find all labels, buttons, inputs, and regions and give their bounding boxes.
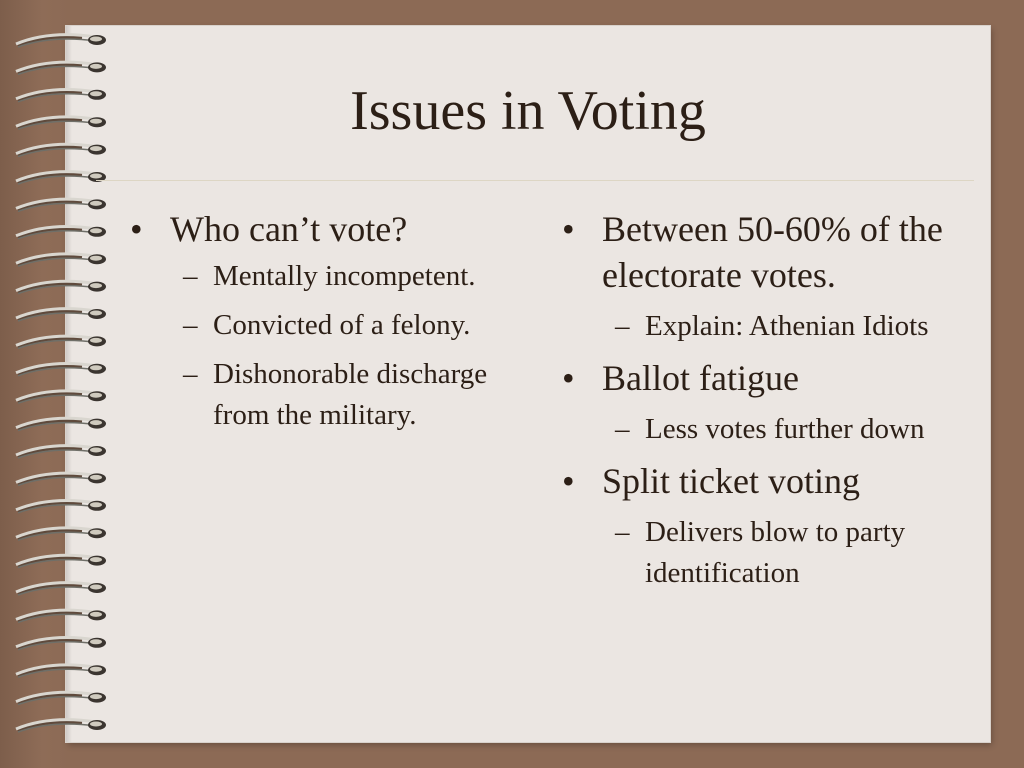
sub-item [128, 305, 528, 346]
title-divider [96, 180, 974, 181]
slide-title: Issues in Voting [350, 80, 706, 142]
sub-item-text: Explain: Athenian Idiots [645, 310, 929, 342]
spiral-ring [16, 720, 106, 732]
spiral-ring [16, 309, 106, 321]
bullet-item [560, 355, 970, 401]
bullet-icon: • [562, 358, 575, 398]
bullet-text: Between 50-60% of the electorate votes. [602, 209, 943, 295]
spiral-ring [16, 446, 106, 458]
sub-item [560, 512, 970, 594]
bullet-item [128, 206, 528, 252]
dash-icon: – [183, 309, 198, 341]
sub-item [560, 306, 970, 347]
right-column [560, 206, 970, 602]
bullet-text: Who can’t vote? [170, 209, 408, 249]
bullet-text: Ballot fatigue [602, 358, 799, 398]
bullet-item [560, 458, 970, 504]
spiral-ring [16, 363, 106, 375]
spiral-ring [16, 254, 106, 266]
spiral-ring [16, 418, 106, 430]
sub-item [128, 256, 528, 297]
spiral-ring [16, 500, 106, 512]
spiral-ring [16, 583, 106, 595]
spiral-ring [16, 692, 106, 704]
spiral-ring [16, 473, 106, 485]
spiral-ring [16, 226, 106, 238]
spiral-ring [16, 62, 106, 74]
spiral-ring [16, 637, 106, 649]
sub-item-text: Convicted of a felony. [213, 309, 471, 341]
bullet-icon: • [562, 209, 575, 249]
sub-item [128, 354, 528, 436]
dash-icon: – [615, 413, 630, 445]
spiral-ring [16, 610, 106, 622]
bullet-icon: • [130, 209, 143, 249]
sub-item-text: Delivers blow to party identification [645, 516, 906, 589]
spiral-ring [16, 555, 106, 567]
spiral-ring [16, 172, 106, 184]
spiral-ring [16, 281, 106, 293]
bullet-item [560, 206, 970, 298]
dash-icon: – [183, 358, 198, 390]
spiral-ring [16, 199, 106, 211]
spiral-ring [16, 665, 106, 677]
left-column [128, 206, 528, 444]
spiral-ring [16, 528, 106, 540]
dash-icon: – [615, 310, 630, 342]
sub-item-text: Mentally incompetent. [213, 260, 476, 292]
sub-item [560, 409, 970, 450]
spiral-ring [16, 144, 106, 156]
spiral-ring [16, 35, 106, 47]
dash-icon: – [615, 516, 630, 548]
sub-item-text: Less votes further down [645, 413, 925, 445]
spiral-ring [16, 336, 106, 348]
spiral-ring [16, 391, 106, 403]
sub-item-text: Dishonorable discharge from the military. [213, 358, 488, 431]
bullet-text: Split ticket voting [602, 461, 860, 501]
dash-icon: – [183, 260, 198, 292]
bullet-icon: • [562, 461, 575, 501]
